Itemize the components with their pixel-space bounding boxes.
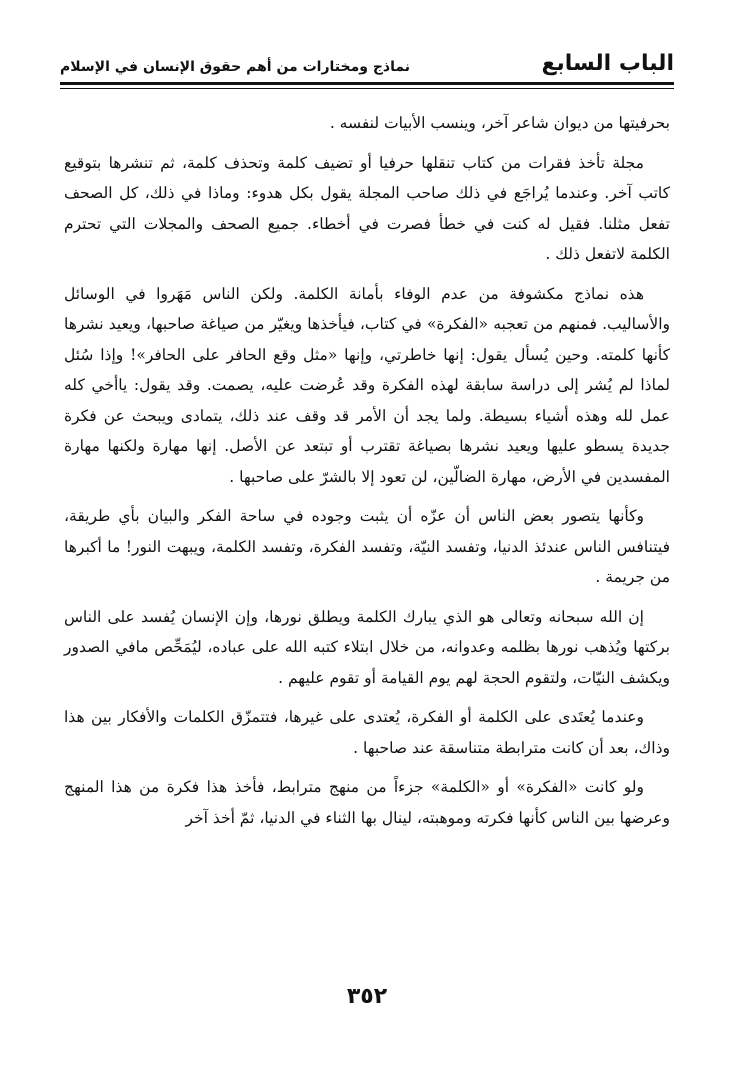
paragraph: وعندما يُعتَدى على الكلمة أو الفكرة، يُعتدى على غيرها، فتتمزّق الكلمات والأفكار بين هذا وذاك، بعد أن كانت مترابطة متناسقة عند صاحبها . [64, 708, 670, 757]
body-text [64, 108, 670, 842]
paragraph: هذه نماذج مكشوفة من عدم الوفاء بأمانة الكلمة. ولكن الناس مَهَروا في الوسائل والأساليب. فمنهم من تعجبه «الفكرة» في كتاب، فيأخذها ويغيّر من صياغة صاحبها، ويعيد نشرها كأنها كلمته. وحين يُسأل يقول: إنها خاطرتي، وإنها «مثل وقع الحافر على الحافر»! وإذا سُئل لماذا لم يُشر إلى دراسة سابقة لهذه الفكرة وقد عُرضت عليه، يصمت. وقد يقول: ياأخي كله عمل لله وهذه أشياء بسيطة. ولما يجد أن الأمر قد وقف عند ذلك، يتمادى ويبحث عن فكرة جديدة يسطو عليها ويعيد نشرها بصياغة تقترب أو تبتعد عن الأصل. إنها مهارة ولكنها مهارة المفسدين في الأرض، مهارة الضالّين، لن تعود إلا بالشرّ على صاحبها . [64, 284, 670, 486]
paragraph: وكأنها يتصور بعض الناس أن عزّه أن يثبت وجوده في ساحة الفكر والبيان بأي طريقة، فيتنافس الناس عندئذ الدنيا، وتفسد النيّة، وتفسد الفكرة، وتفسد الكلمة، ويبهت النور! ما أكبرها من جريمة . [64, 507, 670, 586]
paragraph: إن الله سبحانه وتعالى هو الذي يبارك الكلمة ويطلق نورها، وإن الإنسان يُفسد على الناس بركتها ويُذهب نورها بظلمه وعدوانه، من خلال ابتلاء كتبه الله على عباده، ليُمَحِّص مافي الصدور ويكشف النيّات، ولتقوم الحجة لهم يوم القيامة أو تقوم عليهم . [64, 607, 670, 687]
header-rule-thin [60, 88, 674, 89]
page-number: ٣٥٢ [346, 984, 388, 1009]
header-rule [60, 82, 674, 85]
chapter-title: الباب السابع [541, 51, 674, 76]
paragraph: مجلة تأخذ فقرات من كتاب تنقلها حرفيا أو تضيف كلمة وتحذف كلمة، ثم تنشرها بتوقيع كاتب آخر. وعندما يُراجَع في ذلك صاحب المجلة يقول بكل هدوء: وماذا في ذلك، كل الصحف تفعل مثلنا. فقيل له كنت في خطأ فصرت في أخطاء. جميع الصحف والمجلات التي تحترم الكلمة لاتفعل ذلك . [64, 153, 670, 263]
book-subtitle: نماذج ومختارات من أهم حقوق الإنسان في الإسلام [60, 59, 411, 75]
paragraph: ولو كانت «الفكرة» أو «الكلمة» جزءاً من منهج مترابط، فأخذ هذا فكرة من هذا المنهج وعرضها بين الناس كأنها فكرته وموهبته، لينال بها الثناء في الدنيا، ثمّ أخذ آخر [64, 778, 670, 827]
paragraph: بحرفيتها من ديوان شاعر آخر، وينسب الأبيات لنفسه . [329, 114, 670, 132]
running-header [60, 42, 674, 82]
